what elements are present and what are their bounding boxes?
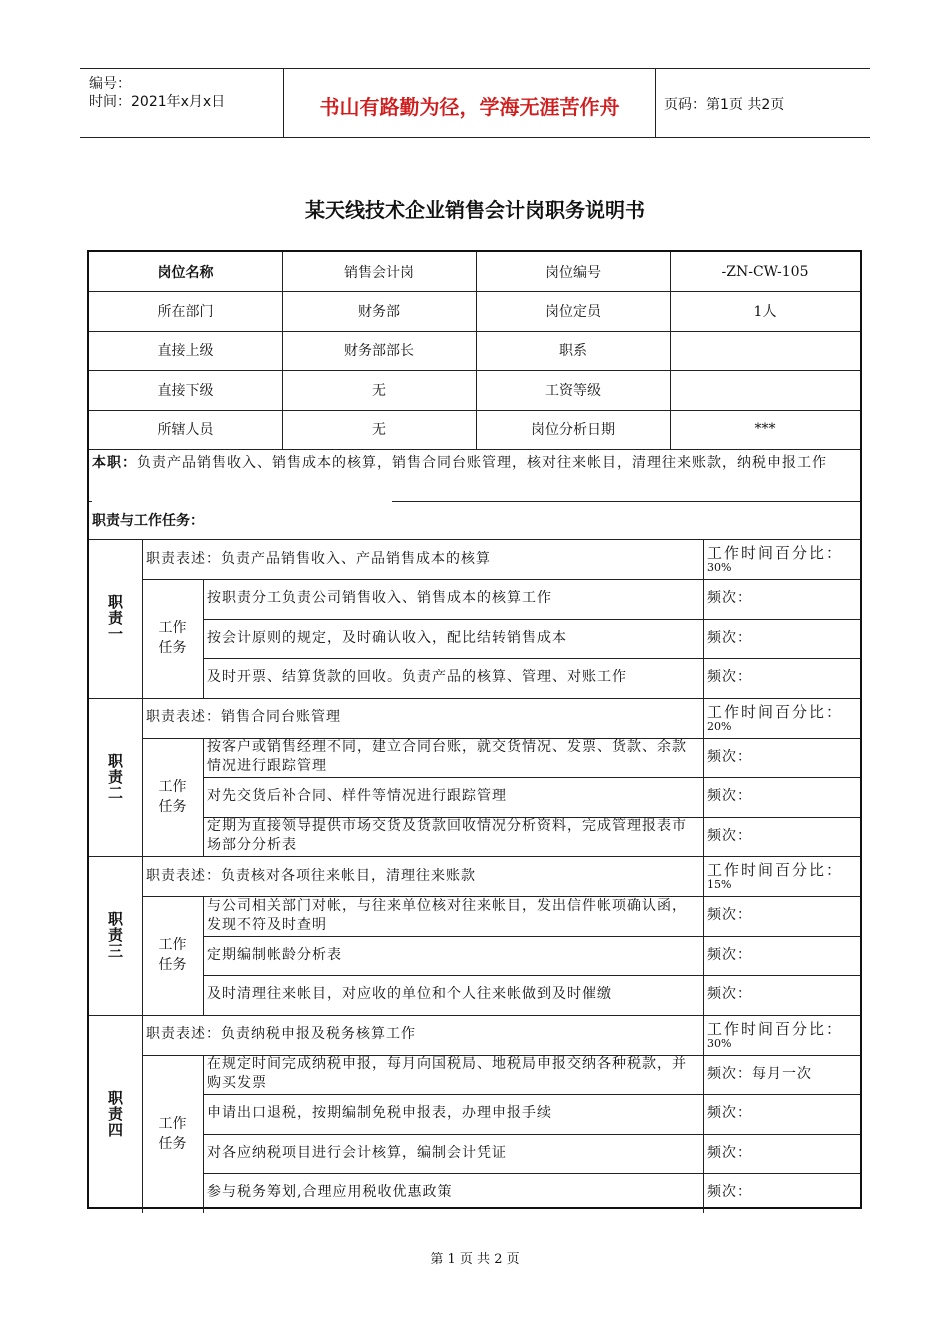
task-frequency: 频次： [707, 946, 752, 963]
table-rule [203, 579, 204, 698]
duty-label-text: 职责三 [106, 911, 124, 960]
time-percentage-value: 30% [707, 1036, 732, 1050]
task-item: 定期为直接领导提供市场交货及货款回收情况分析资料，完成管理报表市场部分分析表 [207, 818, 687, 854]
task-item: 按客户或销售经理不同，建立合同台账，就交货情况、发票、货款、余款情况进行跟踪管理 [207, 739, 687, 775]
task-frequency: 频次： [707, 1105, 752, 1122]
core-duty [92, 451, 855, 499]
task-label-text: 工作任务 [158, 1115, 187, 1152]
info-value [670, 370, 860, 409]
info-value: -ZN-CW-105 [721, 263, 809, 280]
info-value: 无 [372, 382, 386, 399]
info-key: 岗位编号 [545, 264, 601, 281]
info-value: 1人 [753, 304, 777, 321]
time-percentage-label: 工作时间百分比： [707, 702, 844, 721]
task-item: 按会计原则的规定，及时确认收入，配比结转销售成本 [207, 629, 567, 646]
info-key: 直接上级 [157, 343, 214, 360]
info-value: 销售会计岗 [344, 264, 414, 281]
task-frequency: 频次： [707, 827, 752, 844]
table-rule [89, 449, 860, 450]
header-right [655, 69, 870, 137]
page-info: 页码：第1页 共2页 [664, 97, 785, 113]
task-frequency: 频次： [707, 986, 752, 1003]
task-item: 在规定时间完成纳税申报，每月向国税局、地税局申报交纳各种税款，并购买发票 [207, 1056, 687, 1092]
task-frequency: 频次： [707, 590, 752, 607]
task-frequency: 频次： [707, 629, 752, 646]
task-item: 对各应纳税项目进行会计核算，编制会计凭证 [207, 1144, 507, 1161]
time-percentage-label: 工作时间百分比： [707, 1019, 844, 1038]
task-label-text: 工作任务 [158, 937, 187, 974]
time-percentage-value: 15% [707, 878, 732, 891]
task-item: 对先交货后补合同、样件等情况进行跟踪管理 [207, 788, 507, 805]
task-item: 与公司相关部门对帐，与往来单位核对往来帐目，发出信件帐项确认函，发现不符及时查明 [207, 897, 687, 933]
duty-label-text: 职责四 [106, 1089, 124, 1138]
info-key: 所辖人员 [157, 422, 214, 439]
time-percentage-label: 工作时间百分比： [707, 861, 844, 879]
time-percentage [707, 856, 858, 896]
info-key: 工资等级 [545, 382, 601, 399]
table-rule [703, 1015, 704, 1213]
time-percentage-label: 工作时间百分比： [707, 544, 844, 562]
table-rule [89, 291, 860, 292]
table-rule [476, 252, 477, 449]
duty-label-text: 职责一 [106, 594, 124, 643]
header-motto-cell [283, 69, 656, 137]
task-frequency: 频次： [707, 669, 752, 686]
task-label-text: 工作任务 [158, 620, 187, 657]
duties-header: 职责与工作任务： [92, 501, 392, 539]
info-value: 财务部 [358, 304, 400, 321]
duty-description: 职责表述：负责核对各项往来帐目，清理往来账款 [146, 867, 476, 884]
task-frequency: 频次： [707, 1144, 752, 1161]
duty-label [89, 856, 142, 1015]
time-percentage [707, 1015, 858, 1055]
task-item: 及时开票、结算货款的回收。负责产品的核算、管理、对账工作 [207, 669, 627, 686]
table-rule [89, 331, 860, 332]
task-label [142, 738, 203, 857]
info-value: 无 [372, 422, 386, 439]
duty-description: 职责表述：负责纳税申报及税务核算工作 [146, 1026, 416, 1042]
time-percentage [707, 698, 858, 738]
info-key: 直接下级 [157, 382, 214, 399]
info-key: 所在部门 [157, 304, 214, 321]
job-description-table [87, 250, 862, 1209]
task-item: 及时清理往来帐目，对应收的单位和个人往来帐做到及时催缴 [207, 986, 612, 1003]
doc-date: 时间：2021年x月x日 [89, 94, 226, 110]
duty-label [89, 1015, 142, 1213]
header-left [80, 69, 283, 137]
task-item: 定期编制帐龄分析表 [207, 946, 342, 963]
task-label [142, 579, 203, 698]
motto: 书山有路勤为径，学海无涯苦作舟 [319, 95, 620, 119]
time-percentage-value: 30% [707, 561, 732, 574]
info-key: 岗位分析日期 [531, 422, 615, 439]
task-label [142, 896, 203, 1015]
core-duty-label: 本职： [92, 455, 137, 471]
core-duty-text: 负责产品销售收入、销售成本的核算，销售合同台账管理，核对往来帐目，清理往来账款，纳税申报工作 [137, 455, 827, 471]
info-value: 财务部部长 [344, 343, 414, 360]
duty-label [89, 539, 142, 698]
table-rule [670, 252, 671, 449]
info-key: 岗位名称 [157, 264, 214, 281]
doc-number-label: 编号： [89, 76, 131, 92]
task-frequency: 频次： [707, 1184, 752, 1201]
info-key: 职系 [559, 343, 587, 360]
table-rule [203, 738, 204, 857]
task-frequency: 频次： [707, 748, 752, 765]
task-frequency: 频次：每月一次 [707, 1065, 812, 1082]
duty-description: 职责表述：销售合同台账管理 [146, 709, 341, 725]
duty-label-text: 职责二 [106, 752, 124, 801]
duty-label [89, 698, 142, 857]
duty-description: 职责表述：负责产品销售收入、产品销售成本的核算 [146, 550, 491, 567]
task-item: 按职责分工负责公司销售收入、销售成本的核算工作 [207, 590, 552, 607]
time-percentage [707, 539, 858, 579]
table-rule [282, 252, 283, 449]
time-percentage-value: 20% [707, 719, 732, 733]
info-key: 岗位定员 [545, 304, 601, 321]
task-item: 参与税务筹划,合理应用税收优惠政策 [207, 1184, 453, 1201]
page-footer: 第 1 页 共 2 页 [430, 1252, 520, 1267]
table-rule [89, 410, 860, 411]
table-rule [203, 896, 204, 1015]
info-value [670, 331, 860, 370]
document-title: 某天线技术企业销售会计岗职务说明书 [305, 198, 645, 222]
table-rule [89, 370, 860, 371]
task-label-text: 工作任务 [158, 778, 187, 815]
task-label [142, 1055, 203, 1213]
task-frequency: 频次： [707, 788, 752, 805]
page-header [80, 68, 870, 138]
info-value: *** [754, 421, 776, 438]
task-item: 申请出口退税，按期编制免税申报表，办理申报手续 [207, 1105, 552, 1122]
task-frequency: 频次： [707, 907, 752, 924]
